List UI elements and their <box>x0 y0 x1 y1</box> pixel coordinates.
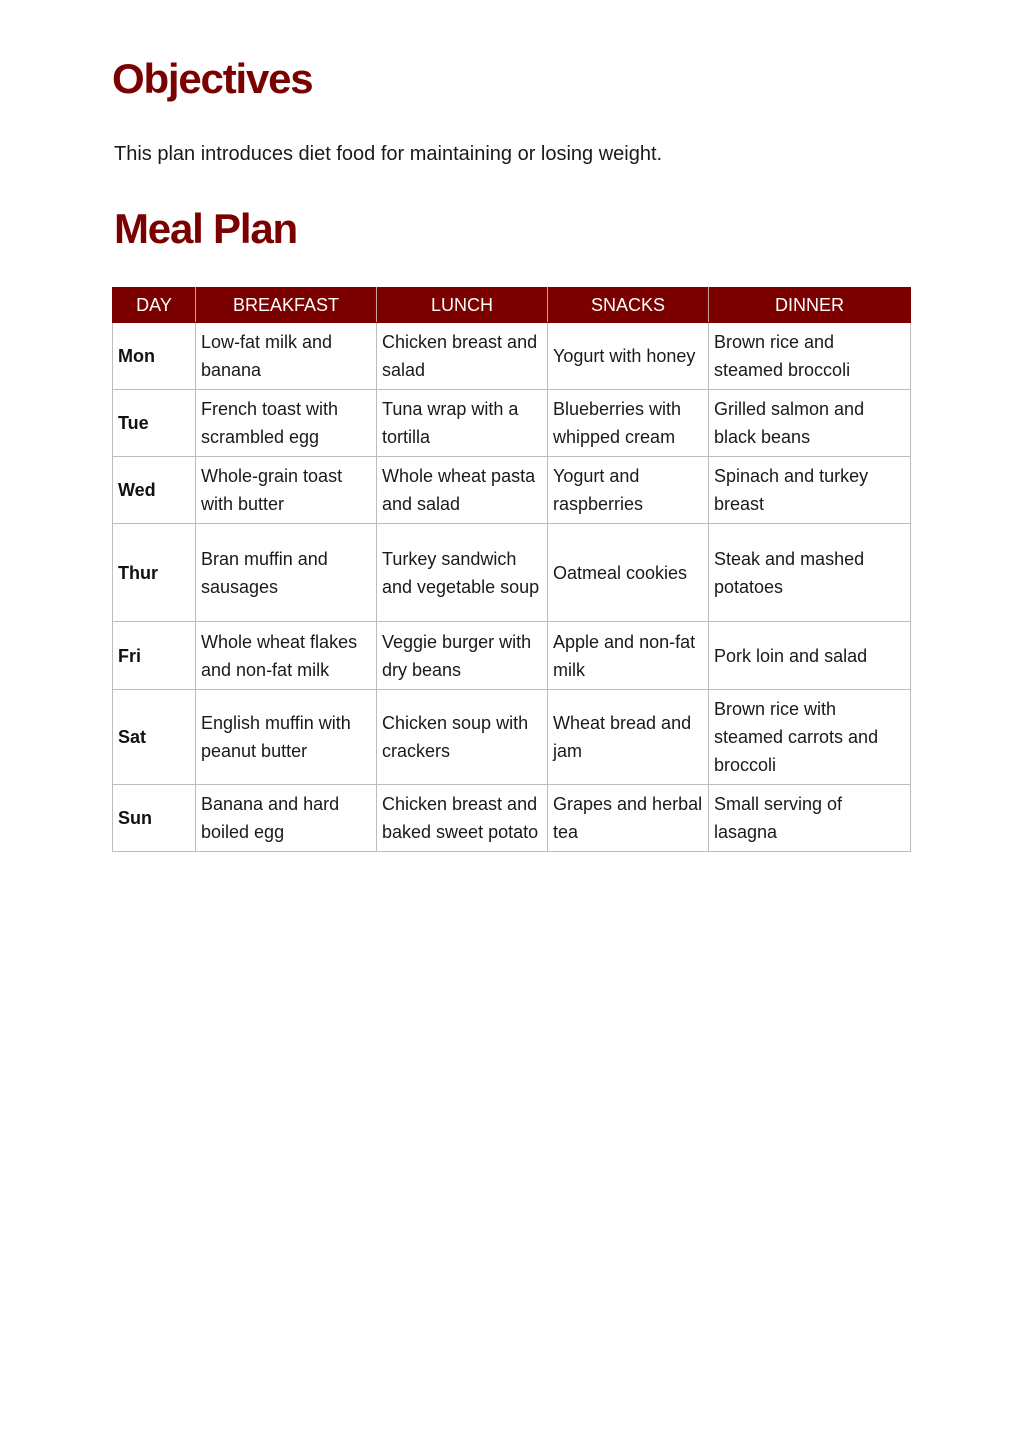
table-row <box>113 524 911 622</box>
dinner-cell: Brown rice with steamed carrots and broccoli <box>709 690 911 785</box>
lunch-cell: Chicken breast and baked sweet potato <box>377 785 548 852</box>
snacks-cell: Grapes and herbal tea <box>548 785 709 852</box>
objectives-heading: Objectives <box>112 55 313 102</box>
snacks-cell: Yogurt and raspberries <box>548 457 709 524</box>
table-row <box>113 690 911 785</box>
snacks-cell: Yogurt with honey <box>548 323 709 390</box>
table-row <box>113 785 911 852</box>
day-cell: Fri <box>113 622 196 690</box>
day-cell: Tue <box>113 390 196 457</box>
dinner-cell: Pork loin and salad <box>709 622 911 690</box>
lunch-cell: Turkey sandwich and vegetable soup <box>377 524 548 622</box>
header-snacks: SNACKS <box>548 288 709 323</box>
dinner-cell: Spinach and turkey breast <box>709 457 911 524</box>
header-day: DAY <box>113 288 196 323</box>
lunch-cell: Tuna wrap with a tortilla <box>377 390 548 457</box>
snacks-cell: Apple and non-fat milk <box>548 622 709 690</box>
day-cell: Mon <box>113 323 196 390</box>
table-row <box>113 390 911 457</box>
lunch-cell: Veggie burger with dry beans <box>377 622 548 690</box>
breakfast-cell: English muffin with peanut butter <box>196 690 377 785</box>
dinner-cell: Steak and mashed potatoes <box>709 524 911 622</box>
day-cell: Sun <box>113 785 196 852</box>
breakfast-cell: Banana and hard boiled egg <box>196 785 377 852</box>
breakfast-cell: Bran muffin and sausages <box>196 524 377 622</box>
header-lunch: LUNCH <box>377 288 548 323</box>
header-breakfast: BREAKFAST <box>196 288 377 323</box>
dinner-cell: Brown rice and steamed broccoli <box>709 323 911 390</box>
table-row <box>113 457 911 524</box>
day-cell: Wed <box>113 457 196 524</box>
snacks-cell: Blueberries with whipped cream <box>548 390 709 457</box>
lunch-cell: Chicken breast and salad <box>377 323 548 390</box>
dinner-cell: Grilled salmon and black beans <box>709 390 911 457</box>
breakfast-cell: Low-fat milk and banana <box>196 323 377 390</box>
day-cell: Thur <box>113 524 196 622</box>
snacks-cell: Oatmeal cookies <box>548 524 709 622</box>
table-row <box>113 622 911 690</box>
meal-plan-heading: Meal Plan <box>114 205 297 252</box>
snacks-cell: Wheat bread and jam <box>548 690 709 785</box>
breakfast-cell: Whole wheat flakes and non-fat milk <box>196 622 377 690</box>
lunch-cell: Whole wheat pasta and salad <box>377 457 548 524</box>
dinner-cell: Small serving of lasagna <box>709 785 911 852</box>
header-dinner: DINNER <box>709 288 911 323</box>
breakfast-cell: French toast with scrambled egg <box>196 390 377 457</box>
meal-plan-table <box>112 287 911 852</box>
table-row <box>113 323 911 390</box>
lunch-cell: Chicken soup with crackers <box>377 690 548 785</box>
day-cell: Sat <box>113 690 196 785</box>
objectives-text: This plan introduces diet food for maintaining or losing weight. <box>114 143 663 165</box>
table-header-row <box>113 288 911 323</box>
breakfast-cell: Whole-grain toast with butter <box>196 457 377 524</box>
